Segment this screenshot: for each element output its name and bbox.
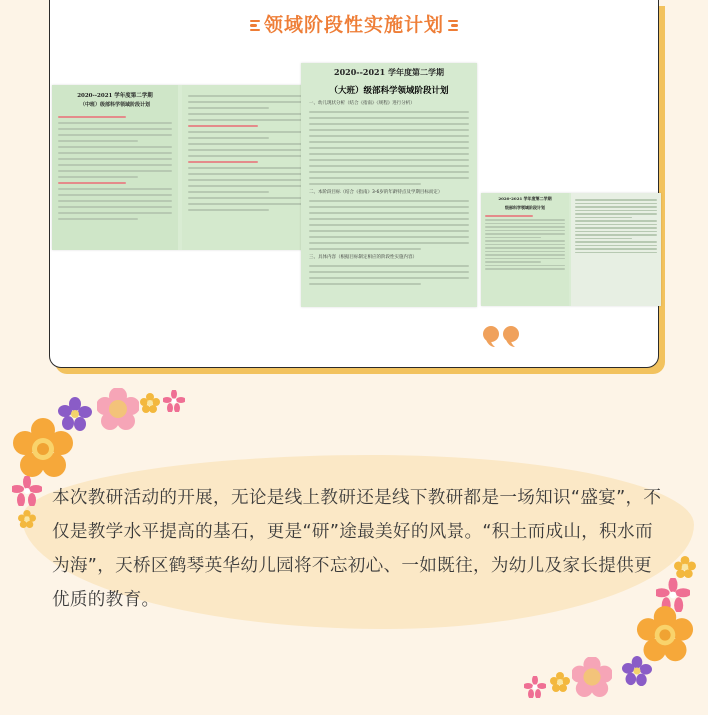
plan-document-senior-class — [301, 63, 477, 307]
purple-flower-icon — [622, 656, 652, 686]
section-heading-text: 领域阶段性实施计划 — [263, 14, 444, 36]
plan-card — [49, 0, 659, 368]
doc-year-title: 2020--2021 学年度第二学期 — [77, 93, 153, 99]
doc-plan-title: 级部科学领域阶段计划 — [505, 205, 545, 210]
pink-star-flower-icon — [12, 476, 42, 506]
closing-paragraph: 本次教研活动的开展，无论是线上教研还是线下教研都是一场知识“盛宴”，不仅是教学水平提高的基石，更是“研”途最美好的风景。“积土而成山，积水而为海”，天桥区鹤琴英华幼儿园将不忘初心、一如既往，为幼儿及家长提供更优质的教育。 — [52, 488, 662, 610]
plan-document-middle-class — [52, 85, 310, 250]
doc-section-heading: 二、本阶段目标（结合《指南》3-6岁的年龄特点及学期目标而定） — [309, 190, 443, 195]
quote-icon — [482, 325, 522, 349]
heading-decor-right-icon — [448, 18, 458, 34]
doc-page-right — [571, 193, 661, 306]
small-yellow-flower-icon — [550, 672, 570, 692]
small-yellow-flower-icon — [140, 393, 160, 413]
plan-document-three — [481, 193, 661, 306]
small-yellow-flower-icon — [674, 556, 696, 578]
doc-plan-title: （大班）级部科学领域阶段计划 — [329, 86, 449, 96]
pink-star-flower-icon — [524, 676, 546, 698]
section-heading — [50, 10, 658, 37]
small-yellow-flower-icon — [18, 510, 36, 528]
pink-flower-icon — [97, 388, 139, 430]
doc-page-left — [481, 193, 569, 306]
doc-section-heading: 三、具体内容（根据目标制定相应的阶段性实施内容） — [309, 255, 417, 260]
pink-flower-icon — [572, 657, 612, 697]
doc-year-title: 2020-2021 学年度第二学期 — [498, 196, 552, 201]
heading-decor-left-icon — [250, 18, 260, 34]
pink-star-flower-icon — [163, 390, 185, 412]
doc-page-left — [52, 85, 178, 250]
doc-plan-title: （中班）级部科学领域阶段计划 — [79, 102, 150, 108]
doc-year-title: 2020--2021 学年度第二学期 — [334, 67, 444, 77]
orange-flower-icon — [12, 418, 74, 480]
doc-page-right — [182, 85, 310, 250]
doc-section-heading: 一、幼儿现状分析（结合《指南》《规程》进行分析） — [309, 101, 415, 106]
